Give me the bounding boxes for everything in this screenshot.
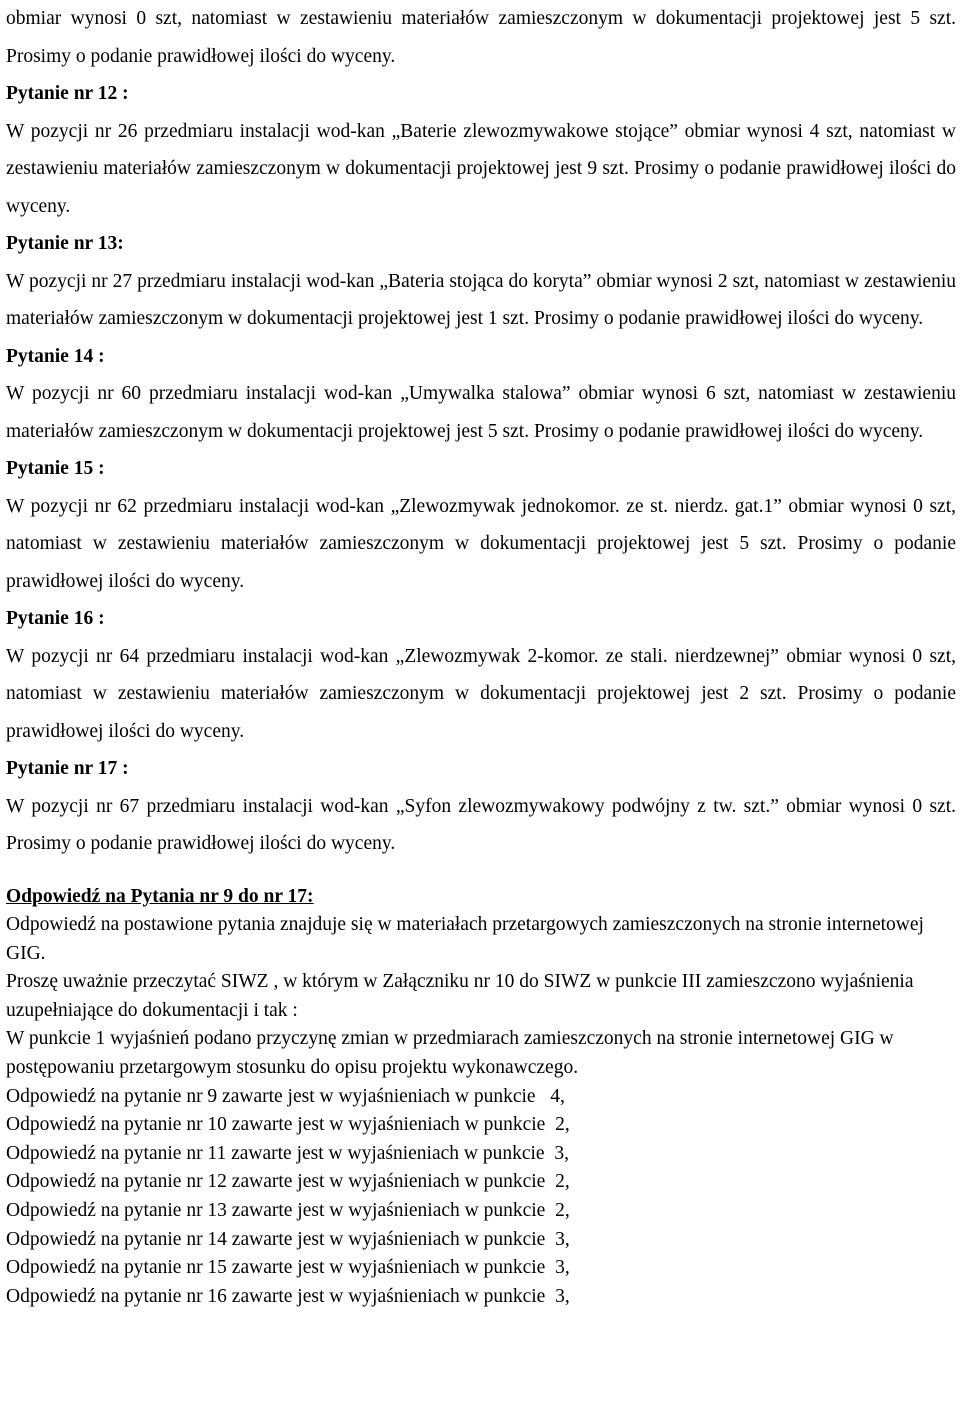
question-body: W pozycji nr 62 przedmiaru instalacji wod-kan „Zlewozmywak jednokomor. ze st. nierdz. gat.1” obmiar wynosi 0 szt, natomiast w zestawieniu materiałów zamieszczonym w dokumentacji projektowej jest 5 szt. Prosimy o podanie prawidłowej ilości do wyceny. xyxy=(6,495,956,592)
answer-reference-item: Odpowiedź na pytanie nr 15 zawarte jest w wyjaśnieniach w punkcie 3, xyxy=(6,1257,570,1279)
question-body: W pozycji nr 27 przedmiaru instalacji wod-kan „Bateria stojąca do koryta” obmiar wynosi 2 szt, natomiast w zestawieniu materiałów zamieszczonym w dokumentacji projektowej jest 1 szt. Prosimy o podanie prawidłowej ilości do wyceny. xyxy=(6,270,956,329)
section-spacer xyxy=(6,863,956,883)
question-13 xyxy=(6,225,956,338)
document-page xyxy=(6,0,956,1311)
question-body: W pozycji nr 64 przedmiaru instalacji wod-kan „Zlewozmywak 2-komor. ze stali. nierdzewnej” obmiar wynosi 0 szt, natomiast w zestawieniu materiałów zamieszczonym w dokumentacji projektowej jest 2 szt. Prosimy o podanie prawidłowej ilości do wyceny. xyxy=(6,645,956,742)
question-title: Pytanie 16 : xyxy=(6,608,105,629)
question-17 xyxy=(6,750,956,863)
question-body: W pozycji nr 26 przedmiaru instalacji wod-kan „Baterie zlewozmywakowe stojące” obmiar wynosi 4 szt, natomiast w zestawieniu materiałów zamieszczonym w dokumentacji projektowej jest 9 szt. Prosimy o podanie prawidłowej ilości do wyceny. xyxy=(6,120,956,217)
answer-reference-item: Odpowiedź na pytanie nr 11 zawarte jest w wyjaśnieniach w punkcie 3, xyxy=(6,1142,569,1164)
question-15 xyxy=(6,450,956,600)
question-11-continuation: obmiar wynosi 0 szt, natomiast w zestawieniu materiałów zamieszczonym w dokumentacji projektowej jest 5 szt. Prosimy o podanie prawidłowej ilości do wyceny. xyxy=(6,8,956,67)
question-body: W pozycji nr 67 przedmiaru instalacji wod-kan „Syfon zlewozmywakowy podwójny z tw. szt.” obmiar wynosi 0 szt. Prosimy o podanie prawidłowej ilości do wyceny. xyxy=(6,795,956,854)
question-title: Pytanie nr 12 : xyxy=(6,83,129,104)
question-14 xyxy=(6,338,956,451)
question-12 xyxy=(6,75,956,225)
answer-paragraph: Proszę uważnie przeczytać SIWZ , w którym w Załączniku nr 10 do SIWZ w punkcie III zamieszczono wyjaśnienia uzupełniające do dokumentacji i tak : xyxy=(6,971,914,1021)
answer-reference-item: Odpowiedź na pytanie nr 9 zawarte jest w wyjaśnieniach w punkcie 4, xyxy=(6,1085,565,1107)
question-title: Pytanie nr 17 : xyxy=(6,758,129,779)
answer-section xyxy=(6,883,956,1312)
question-title: Pytanie nr 13: xyxy=(6,233,124,254)
question-title: Pytanie 15 : xyxy=(6,458,105,479)
question-title: Pytanie 14 : xyxy=(6,345,105,367)
answer-reference-item: Odpowiedź na pytanie nr 10 zawarte jest w wyjaśnieniach w punkcie 2, xyxy=(6,1114,570,1136)
answer-reference-item: Odpowiedź na pytanie nr 14 zawarte jest w wyjaśnieniach w punkcie 3, xyxy=(6,1228,570,1250)
question-body: W pozycji nr 60 przedmiaru instalacji wod-kan „Umywalka stalowa” obmiar wynosi 6 szt, natomiast w zestawieniu materiałów zamieszczonym w dokumentacji projektowej jest 5 szt. Prosimy o podanie prawidłowej ilości do wyceny. xyxy=(6,383,956,442)
question-16 xyxy=(6,600,956,750)
answer-paragraph: Odpowiedź na postawione pytania znajduje się w materiałach przetargowych zamieszczonych na stronie internetowej GIG. xyxy=(6,914,924,964)
answer-reference-item: Odpowiedź na pytanie nr 13 zawarte jest w wyjaśnieniach w punkcie 2, xyxy=(6,1200,570,1222)
answer-heading: Odpowiedź na Pytania nr 9 do nr 17: xyxy=(6,885,314,907)
answer-reference-item: Odpowiedź na pytanie nr 16 zawarte jest w wyjaśnieniach w punkcie 3, xyxy=(6,1285,570,1307)
answer-paragraph: W punkcie 1 wyjaśnień podano przyczynę zmian w przedmiarach zamieszczonych na stronie internetowej GIG w postępowaniu przetargowym stosunku do opisu projektu wykonawczego. xyxy=(6,1028,894,1079)
answer-reference-list xyxy=(6,1083,956,1312)
answer-reference-item: Odpowiedź na pytanie nr 12 zawarte jest w wyjaśnieniach w punkcie 2, xyxy=(6,1171,570,1193)
